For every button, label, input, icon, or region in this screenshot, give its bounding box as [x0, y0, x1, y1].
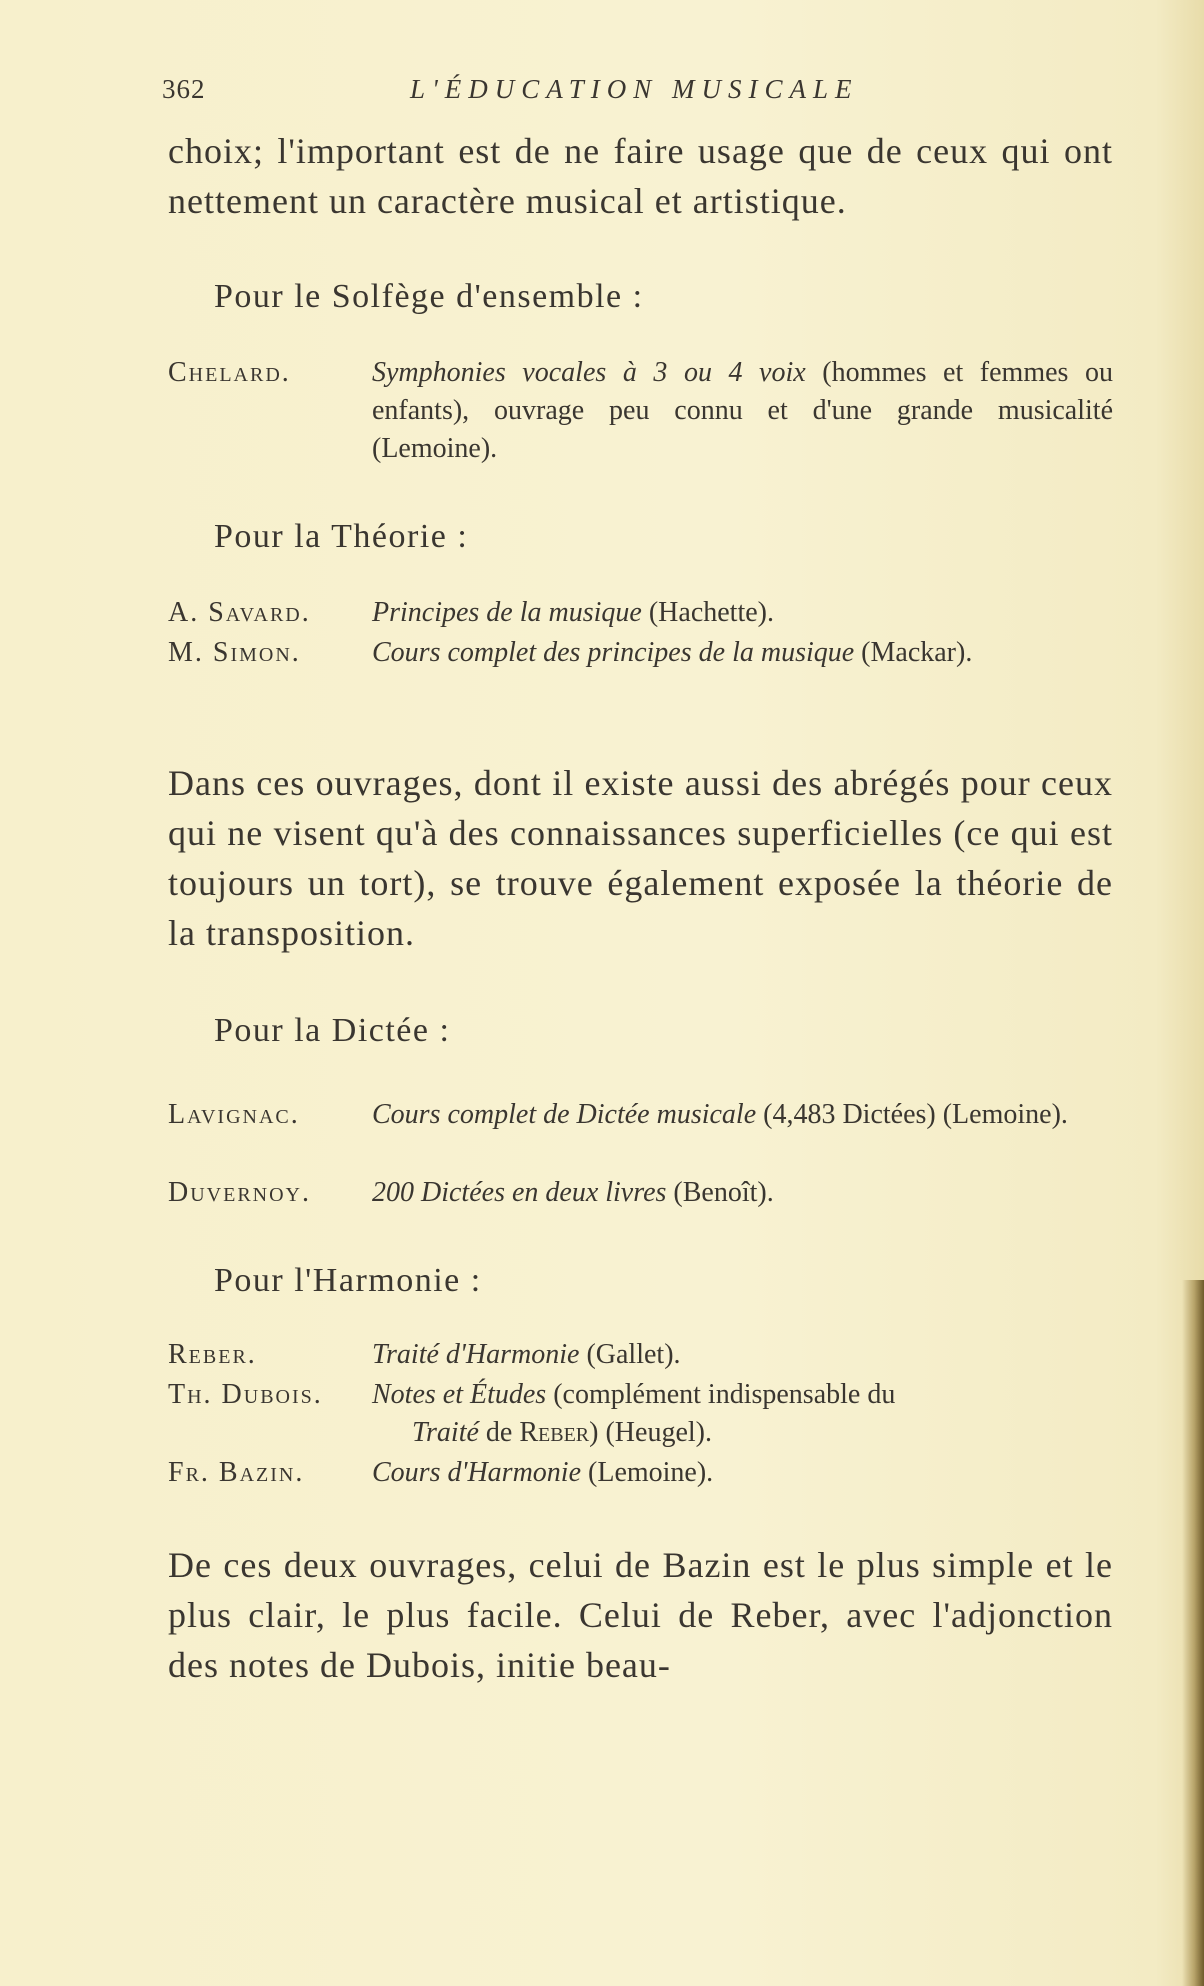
entry-cont-title: Traité	[412, 1417, 479, 1448]
entry-author: Th. Dubois.	[168, 1379, 323, 1410]
entry-author: M. Simon.	[168, 637, 301, 668]
entry-work	[372, 594, 1113, 632]
entry-author: Reber.	[168, 1339, 257, 1370]
entry-note: (complément indispensable du	[546, 1379, 896, 1410]
entry-work	[372, 354, 1113, 468]
entry-author: Duvernoy.	[168, 1177, 311, 1208]
entry-title: Principes de la musique	[372, 597, 642, 628]
running-title: L'ÉDUCATION MUSICALE	[410, 74, 859, 104]
entry-title: Cours complet des principes de la musique	[372, 637, 855, 668]
entry-work	[372, 1376, 1113, 1452]
entry-title: Cours complet de Dictée musicale	[372, 1099, 757, 1130]
section-heading-theorie: Pour la Théorie :	[214, 518, 469, 555]
page-number: 362	[162, 74, 206, 104]
entry-note: (4,483 Dictées) (Lemoine).	[756, 1099, 1068, 1130]
entry-cont-note-end: ) (Heugel).	[589, 1417, 712, 1448]
section-heading-harmonie: Pour l'Harmonie :	[214, 1262, 482, 1299]
entry-work	[372, 1336, 1113, 1374]
section-heading-dictee: Pour la Dictée :	[214, 1012, 451, 1049]
entry-note: (Hachette).	[641, 597, 774, 628]
entry-title: Symphonies vocales à 3 ou 4 voix	[372, 357, 806, 388]
entry-author: Fr. Bazin.	[168, 1457, 305, 1488]
entry-cont-author: Reber	[519, 1417, 590, 1448]
entry-work	[372, 1454, 1113, 1492]
entry-continuation	[372, 1414, 1113, 1452]
page-header	[162, 74, 1112, 114]
entry-note: (Lemoine).	[581, 1457, 714, 1488]
entry-note: (Benoît).	[666, 1177, 774, 1208]
entry-work	[372, 634, 1113, 672]
entry-note: (hommes et femmes ou enfants), ouvrage peu connu et d'une grande musicalité (Lemoine).	[372, 357, 1113, 464]
closing-paragraph: De ces deux ouvrages, celui de Bazin est le plus simple et le plus clair, le plus facile. Celui de Reber, avec l'adjonction des notes de Dubois, initie beau-	[168, 1545, 1113, 1685]
entry-title: Notes et Études	[372, 1379, 547, 1410]
entry-author: Chelard.	[168, 357, 291, 388]
entry-author: A. Savard.	[168, 597, 311, 628]
entry-work	[372, 1174, 1113, 1212]
entry-note: (Gallet).	[579, 1339, 681, 1370]
entry-work	[372, 1096, 1113, 1134]
entry-title: 200 Dictées en deux livres	[372, 1177, 667, 1208]
page-edge-shadow	[1182, 1280, 1204, 1986]
intro-paragraph: choix; l'important est de ne faire usage que de ceux qui ont nettement un caractère musical et artistique.	[168, 131, 1113, 221]
section-heading-solfege: Pour le Solfège d'ensemble :	[214, 278, 644, 315]
entry-cont-note: de	[478, 1417, 520, 1448]
entry-author: Lavignac.	[168, 1099, 300, 1130]
entry-title: Cours d'Harmonie	[372, 1457, 582, 1488]
middle-paragraph: Dans ces ouvrages, dont il existe aussi des abrégés pour ceux qui ne visent qu'à des connaissances superficielles (ce qui est toujours un tort), se trouve également exposée la théorie de la transposition.	[168, 763, 1113, 953]
entry-title: Traité d'Harmonie	[372, 1339, 580, 1370]
entry-note: (Mackar).	[854, 637, 973, 668]
